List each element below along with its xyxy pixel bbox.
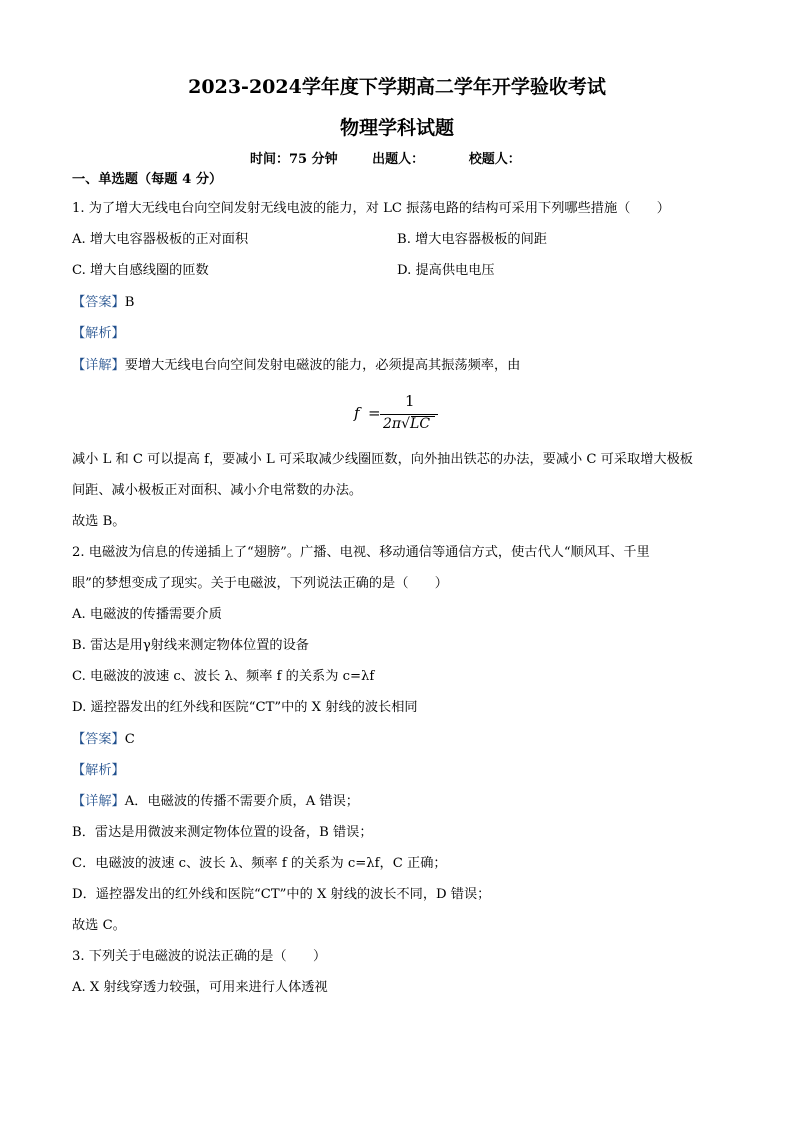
exam-title: 2023-2024学年度下学期高二学年开学验收考试 xyxy=(188,76,606,98)
q2-stem-1: 2. 电磁波为信息的传递插上了“翅膀”。广播、电视、移动通信等通信方式，使古代人“顺风耳、千里 xyxy=(72,545,650,560)
q2-option-b: B. 雷达是用γ射线来测定物体位置的设备 xyxy=(72,638,309,653)
q1-conclusion: 故选 B。 xyxy=(72,514,126,529)
q3-stem: 3. 下列关于电磁波的说法正确的是（ ） xyxy=(72,949,327,964)
q1-detail-2: 减小 L 和 C 可以提高 f，要减小 L 可采取减少线圈匝数，向外抽出铁芯的办法，要减小 C 可采取增大极板 xyxy=(72,452,693,467)
q3-option-a: A. X 射线穿透力较强，可用来进行人体透视 xyxy=(72,980,328,995)
q1-option-a: A. 增大电容器极板的正对面积 xyxy=(72,232,249,247)
q1-stem: 1. 为了增大无线电台向空间发射无线电波的能力，对 LC 振荡电路的结构可采用下列哪些措施（ ） xyxy=(72,201,670,216)
formula-radicand: LC xyxy=(410,416,431,432)
q2-answer-value: C xyxy=(124,732,135,747)
q1-answer xyxy=(72,293,134,313)
exam-reviewer: 校题人： xyxy=(468,152,521,167)
exam-time: 时间：75 分钟 xyxy=(250,152,338,167)
q1-detail-1: 【详解】要增大无线电台向空间发射电磁波的能力，必须提高其振荡频率，由 xyxy=(72,358,521,373)
formula-numerator: 1 xyxy=(405,392,415,410)
q2-stem-2: 眼”的梦想变成了现实。关于电磁波，下列说法正确的是（ ） xyxy=(72,576,448,591)
q2-detail-c: C．电磁波的波速 c、波长 λ、频率 f 的关系为 c=λf，C 正确； xyxy=(72,856,447,871)
q2-answer xyxy=(72,730,135,750)
q2-option-c: C. 电磁波的波速 c、波长 λ、频率 f 的关系为 c=λf xyxy=(72,669,375,684)
q2-conclusion: 故选 C。 xyxy=(72,918,126,933)
exam-meta xyxy=(250,148,521,167)
q2-analysis-tag: 【解析】 xyxy=(72,763,125,778)
section-heading: 一、单选题（每题 4 分） xyxy=(72,172,223,187)
frequency-formula: f = 1 2π√LC xyxy=(350,392,440,436)
q1-detail-3: 间距、减小极板正对面积、减小介电常数的办法。 xyxy=(72,483,363,498)
answer-tag: 【答案】 xyxy=(72,732,125,747)
q2-detail-a: 【详解】A．电磁波的传播不需要介质，A 错误； xyxy=(72,794,359,809)
answer-tag: 【答案】 xyxy=(72,295,125,310)
subject-title: 物理学科试题 xyxy=(339,117,454,139)
exam-author: 出题人： xyxy=(372,152,425,167)
q2-detail-b: B．雷达是用微波来测定物体位置的设备，B 错误； xyxy=(72,825,373,840)
detail-tag: 【详解】 xyxy=(72,794,125,809)
q1-analysis-tag: 【解析】 xyxy=(72,326,125,341)
q1-option-d: D. 提高供电电压 xyxy=(397,263,495,278)
q1-option-c: C. 增大自感线圈的匝数 xyxy=(72,263,209,278)
formula-denominator: 2π xyxy=(383,416,402,432)
q1-option-b: B. 增大电容器极板的间距 xyxy=(397,232,547,247)
detail-tag: 【详解】 xyxy=(72,358,125,373)
q1-answer-value: B xyxy=(124,295,135,310)
q2-option-d: D. 遥控器发出的红外线和医院“CT”中的 X 射线的波长相同 xyxy=(72,700,418,715)
q2-detail-d: D．遥控器发出的红外线和医院“CT”中的 X 射线的波长不同，D 错误； xyxy=(72,887,491,902)
q2-option-a: A. 电磁波的传播需要介质 xyxy=(72,607,222,622)
